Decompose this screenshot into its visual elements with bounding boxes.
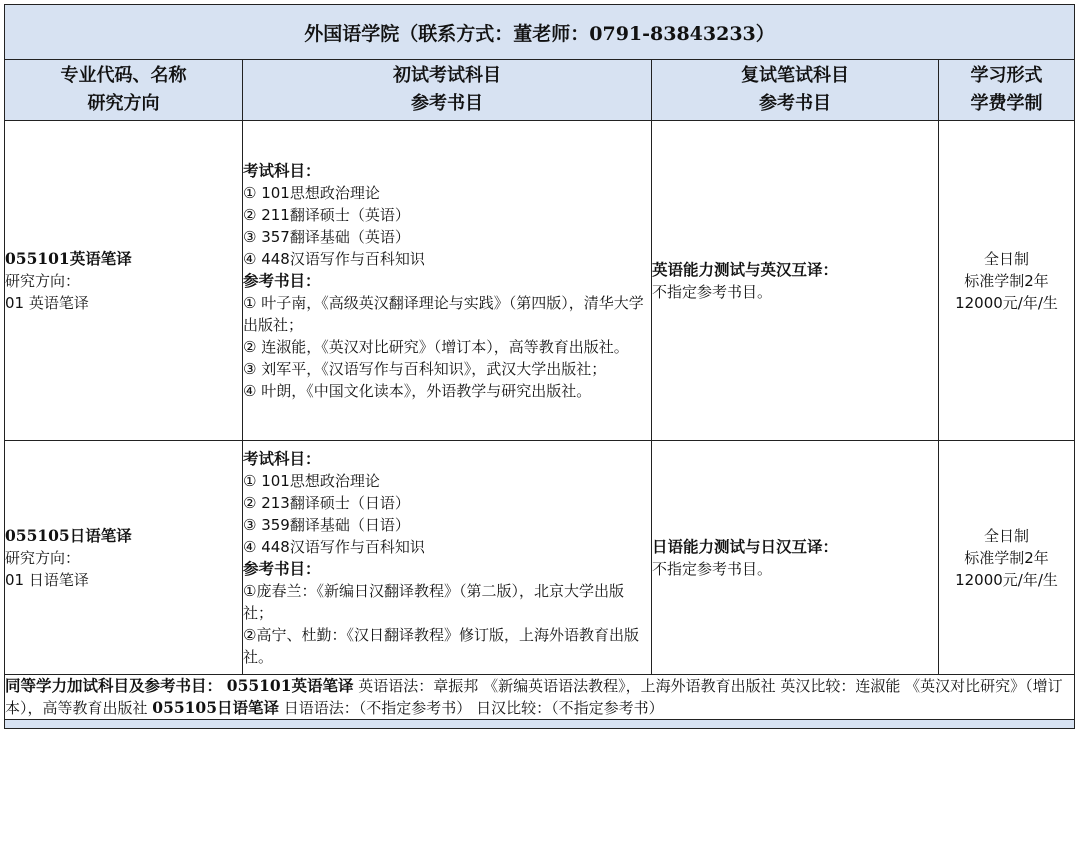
retest-cell: [652, 121, 939, 441]
study-duration: 标准学制2年: [964, 271, 1049, 290]
header-retest-line2: 参考书目: [759, 93, 831, 114]
study-mode: 全日制: [984, 249, 1030, 268]
program-info: [5, 441, 243, 675]
exam-item: ④ 448汉语写作与百科知识: [243, 249, 425, 268]
books-label: 参考书目：: [243, 558, 321, 578]
initial-exam-cell: [243, 441, 652, 675]
equivalent-item: 英汉比较：连淑能 《英汉对比研究》（增订本），高等教育出版社: [5, 677, 1063, 717]
exam-label: 考试科目：: [243, 160, 321, 180]
header-mode-line2: 学费学制: [970, 93, 1043, 114]
tuition-fee: 12000元/年/生: [955, 570, 1058, 589]
header-retest: [652, 60, 939, 121]
program-code-name: 055101英语笔译: [5, 248, 132, 268]
retest-cell: [652, 441, 939, 675]
exam-item: ① 101思想政治理论: [243, 183, 380, 202]
header-initial-line1: 初试考试科目: [393, 65, 501, 86]
header-mode-line1: 学习形式: [970, 65, 1043, 86]
exam-item: ② 211翻译硕士（英语）: [243, 205, 410, 224]
equivalent-program: 055105日语笔译: [152, 698, 280, 717]
equivalent-item: 日语语法：（不指定参考书）: [283, 699, 472, 717]
equivalent-program: 055101英语笔译: [226, 676, 354, 695]
book-item: ②高宁、杜勤：《汉日翻译教程》修订版，上海外语教育出版社。: [243, 625, 639, 666]
direction-label: 研究方向：: [5, 548, 81, 567]
equivalent-item: 英语语法：章振邦 《新编英语语法教程》，上海外语教育出版社: [358, 677, 776, 695]
book-item: ② 连淑能，《英汉对比研究》（增订本），高等教育出版社。: [243, 337, 629, 356]
program-info: [5, 121, 243, 441]
initial-exam-cell: [243, 121, 652, 441]
book-item: ③ 刘军平，《汉语写作与百科知识》，武汉大学出版社；: [243, 359, 607, 378]
header-retest-line1: 复试笔试科目: [741, 65, 849, 86]
exam-label: 考试科目：: [243, 448, 321, 468]
exam-item: ④ 448汉语写作与百科知识: [243, 537, 425, 556]
exam-item: ① 101思想政治理论: [243, 471, 380, 490]
books-label: 参考书目：: [243, 270, 321, 290]
exam-item: ② 213翻译硕士（日语）: [243, 493, 410, 512]
equivalent-title: 同等学力加试科目及参考书目：: [5, 676, 223, 695]
tuition-fee: 12000元/年/生: [955, 293, 1058, 312]
program-row: [5, 121, 1075, 441]
retest-books: 不指定参考书目。: [652, 559, 773, 578]
header-initial-exam: [243, 60, 652, 121]
equivalent-item: 日汉比较：（不指定参考书）: [476, 699, 664, 717]
program-code-name: 055105日语笔译: [5, 525, 132, 545]
book-item: ④ 叶朗，《中国文化读本》，外语教学与研究出版社。: [243, 381, 592, 400]
study-mode-cell: [939, 441, 1075, 675]
equivalent-cell: [5, 675, 1075, 720]
next-section-strip: [5, 720, 1075, 729]
header-study-mode: [939, 60, 1075, 121]
header-initial-line2: 参考书目: [411, 93, 483, 114]
header-program-line2: 研究方向: [87, 93, 160, 114]
retest-subject: 日语能力测试与日汉互译：: [652, 536, 839, 556]
book-item: ①庞春兰：《新编日汉翻译教程》（第二版），北京大学出版社；: [243, 581, 624, 622]
study-duration: 标准学制2年: [964, 548, 1049, 567]
admission-table: [4, 4, 1075, 729]
retest-subject: 英语能力测试与英汉互译：: [652, 259, 839, 279]
equivalent-row: [5, 675, 1075, 720]
study-mode-cell: [939, 121, 1075, 441]
program-row: [5, 441, 1075, 675]
retest-books: 不指定参考书目。: [652, 282, 773, 301]
header-program: [5, 60, 243, 121]
exam-item: ③ 357翻译基础（英语）: [243, 227, 410, 246]
exam-item: ③ 359翻译基础（日语）: [243, 515, 410, 534]
direction-value: 01 日语笔译: [5, 570, 89, 589]
study-mode: 全日制: [984, 526, 1030, 545]
department-title: 外国语学院（联系方式：董老师：0791-83843233）: [5, 5, 1075, 60]
direction-label: 研究方向：: [5, 271, 81, 290]
book-item: ① 叶子南，《高级英汉翻译理论与实践》（第四版），清华大学出版社；: [243, 293, 644, 334]
header-program-line1: 专业代码、名称: [60, 65, 187, 86]
direction-value: 01 英语笔译: [5, 293, 89, 312]
